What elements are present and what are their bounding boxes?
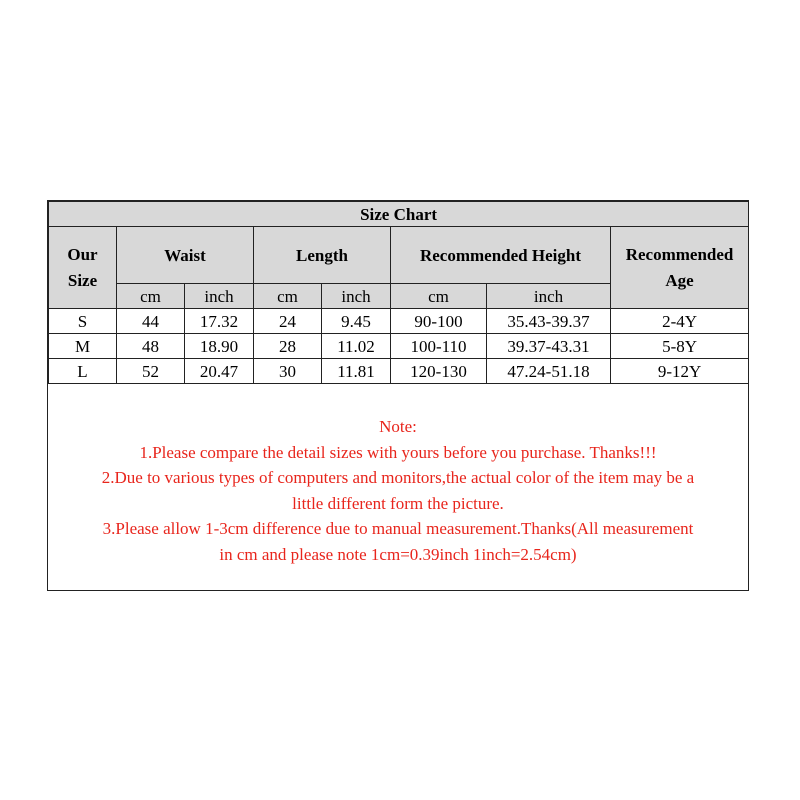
header-waist: Waist <box>117 227 254 284</box>
size-table <box>48 201 749 384</box>
notes-section <box>48 384 748 590</box>
unit-height-inch: inch <box>487 284 611 309</box>
header-our-size-line2: Size <box>67 270 98 290</box>
table-row <box>49 309 749 334</box>
cell-waist-inch: 17.32 <box>185 309 254 334</box>
table-row <box>49 334 749 359</box>
unit-waist-inch: inch <box>185 284 254 309</box>
cell-length-cm: 28 <box>254 334 322 359</box>
cell-length-cm: 30 <box>254 359 322 384</box>
unit-height-cm: cm <box>391 284 487 309</box>
note-2-line-b: little different form the picture. <box>292 493 504 513</box>
cell-age: 2-4Y <box>611 309 749 334</box>
cell-height-cm: 90-100 <box>391 309 487 334</box>
cell-height-inch: 47.24-51.18 <box>487 359 611 384</box>
cell-waist-cm: 48 <box>117 334 185 359</box>
header-recommended-age <box>611 227 749 309</box>
cell-waist-cm: 44 <box>117 309 185 334</box>
cell-size: L <box>49 359 117 384</box>
note-1: 1.Please compare the detail sizes with yours before you purchase. Thanks!!! <box>139 442 657 462</box>
cell-waist-inch: 20.47 <box>185 359 254 384</box>
unit-length-inch: inch <box>322 284 391 309</box>
cell-height-cm: 100-110 <box>391 334 487 359</box>
cell-length-inch: 11.02 <box>322 334 391 359</box>
size-chart <box>47 200 749 591</box>
table-row <box>49 359 749 384</box>
note-3-line-b: in cm and please note 1cm=0.39inch 1inch=2.54cm) <box>219 544 577 564</box>
cell-length-inch: 11.81 <box>322 359 391 384</box>
unit-waist-cm: cm <box>117 284 185 309</box>
cell-waist-inch: 18.90 <box>185 334 254 359</box>
note-heading: Note: <box>379 417 417 436</box>
note-3-line-a: 3.Please allow 1-3cm difference due to manual measurement.Thanks(All measurement <box>102 519 694 538</box>
header-recommended-age-line1: Recommended <box>625 245 734 264</box>
cell-height-cm: 120-130 <box>391 359 487 384</box>
chart-title: Size Chart <box>49 202 749 227</box>
header-row <box>49 227 749 284</box>
cell-size: M <box>49 334 117 359</box>
note-2-line-a: 2.Due to various types of computers and monitors,the actual color of the item may be a <box>101 468 695 487</box>
cell-size: S <box>49 309 117 334</box>
cell-length-inch: 9.45 <box>322 309 391 334</box>
header-our-size-line1: Our <box>67 245 98 264</box>
cell-height-inch: 39.37-43.31 <box>487 334 611 359</box>
cell-age: 5-8Y <box>611 334 749 359</box>
header-length: Length <box>254 227 391 284</box>
cell-height-inch: 35.43-39.37 <box>487 309 611 334</box>
cell-age: 9-12Y <box>611 359 749 384</box>
unit-length-cm: cm <box>254 284 322 309</box>
header-our-size <box>49 227 117 309</box>
header-recommended-height: Recommended Height <box>391 227 611 284</box>
title-row <box>49 202 749 227</box>
cell-length-cm: 24 <box>254 309 322 334</box>
header-recommended-age-line2: Age <box>665 270 694 290</box>
cell-waist-cm: 52 <box>117 359 185 384</box>
